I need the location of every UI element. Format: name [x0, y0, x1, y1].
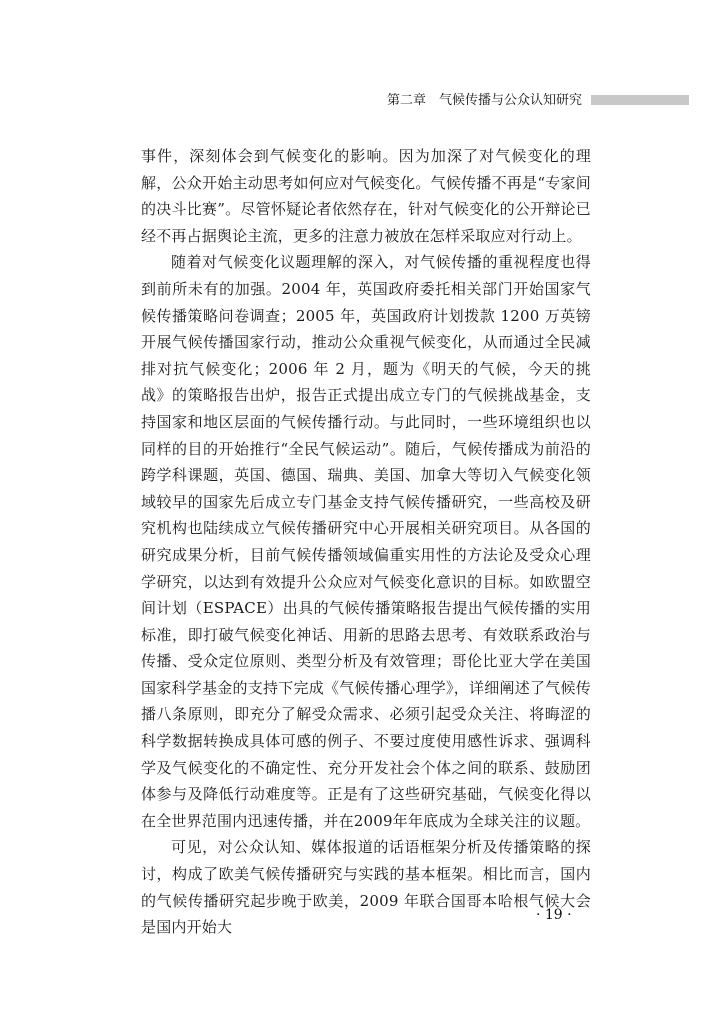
chapter-title: 第二章 气候传播与公众认知研究: [386, 93, 582, 108]
page-body: [141, 143, 591, 941]
paragraph: 随着对气候变化议题理解的深入，对气候传播的重视程度也得到前所未有的加强。2004 年，英国政府委托相关部门开始国家气候传播策略问卷调查；2005 年，英国政府计划拨款 1200 万英镑开展气候传播国家行动，推动公众重视气候变化，从而通过全民减排对抗气候变化；2006 年 2 月，题为《明天的气候，今天的挑战》的策略报告出炉，报告正式提出成立专门的气候挑战基金，支持国家和地区层面的气候传播行动。与此同时，一些环境组织也以同样的目的开始推行“全民气候运动”。随后，气候传播成为前沿的跨学科课题，英国、德国、瑞典、美国、加拿大等切入气候变化领域较早的国家先后成立专门基金支持气候传播研究，一些高校及研究机构也陆续成立气候传播研究中心开展相关研究项目。从各国的研究成果分析，目前气候传播领域偏重实用性的方法论及受众心理学研究，以达到有效提升公众应对气候变化意识的目标。如欧盟空间计划（ESPACE）出具的气候传播策略报告提出气候传播的实用标准，即打破气候变化神话、用新的思路去思考、有效联系政治与传播、受众定位原则、类型分析及有效管理；哥伦比亚大学在美国国家科学基金的支持下完成《气候传播心理学》，详细阐述了气候传播八条原则，即充分了解受众需求、必须引起受众关注、将晦涩的科学数据转换成具体可感的例子、不要过度使用感性诉求、强调科学及气候变化的不确定性、充分开发社会个体之间的联系、鼓励团体参与及降低行动难度等。正是有了这些研究基础，气候变化得以在全世界范围内迅速传播，并在2009年年底成为全球关注的议题。: [141, 253, 591, 830]
running-header: [0, 92, 728, 110]
page-number: · 19 ·: [536, 907, 572, 923]
paragraph-continued: 事件，深刻体会到气候变化的影响。因为加深了对气候变化的理解，公众开始主动思考如何应对气候变化。气候传播不再是“专家间的决斗比赛”。尽管怀疑论者依然存在，针对气候变化的公开辩论已经不再占据舆论主流，更多的注意力被放在怎样采取应对行动上。: [141, 147, 591, 245]
header-decorative-bar: [591, 95, 689, 105]
paragraph: 可见，对公众认知、媒体报道的话语框架分析及传播策略的探讨，构成了欧美气候传播研究与实践的基本框架。相比而言，国内的气候传播研究起步晚于欧美，2009 年联合国哥本哈根气候大会是国内开始大: [141, 838, 591, 937]
